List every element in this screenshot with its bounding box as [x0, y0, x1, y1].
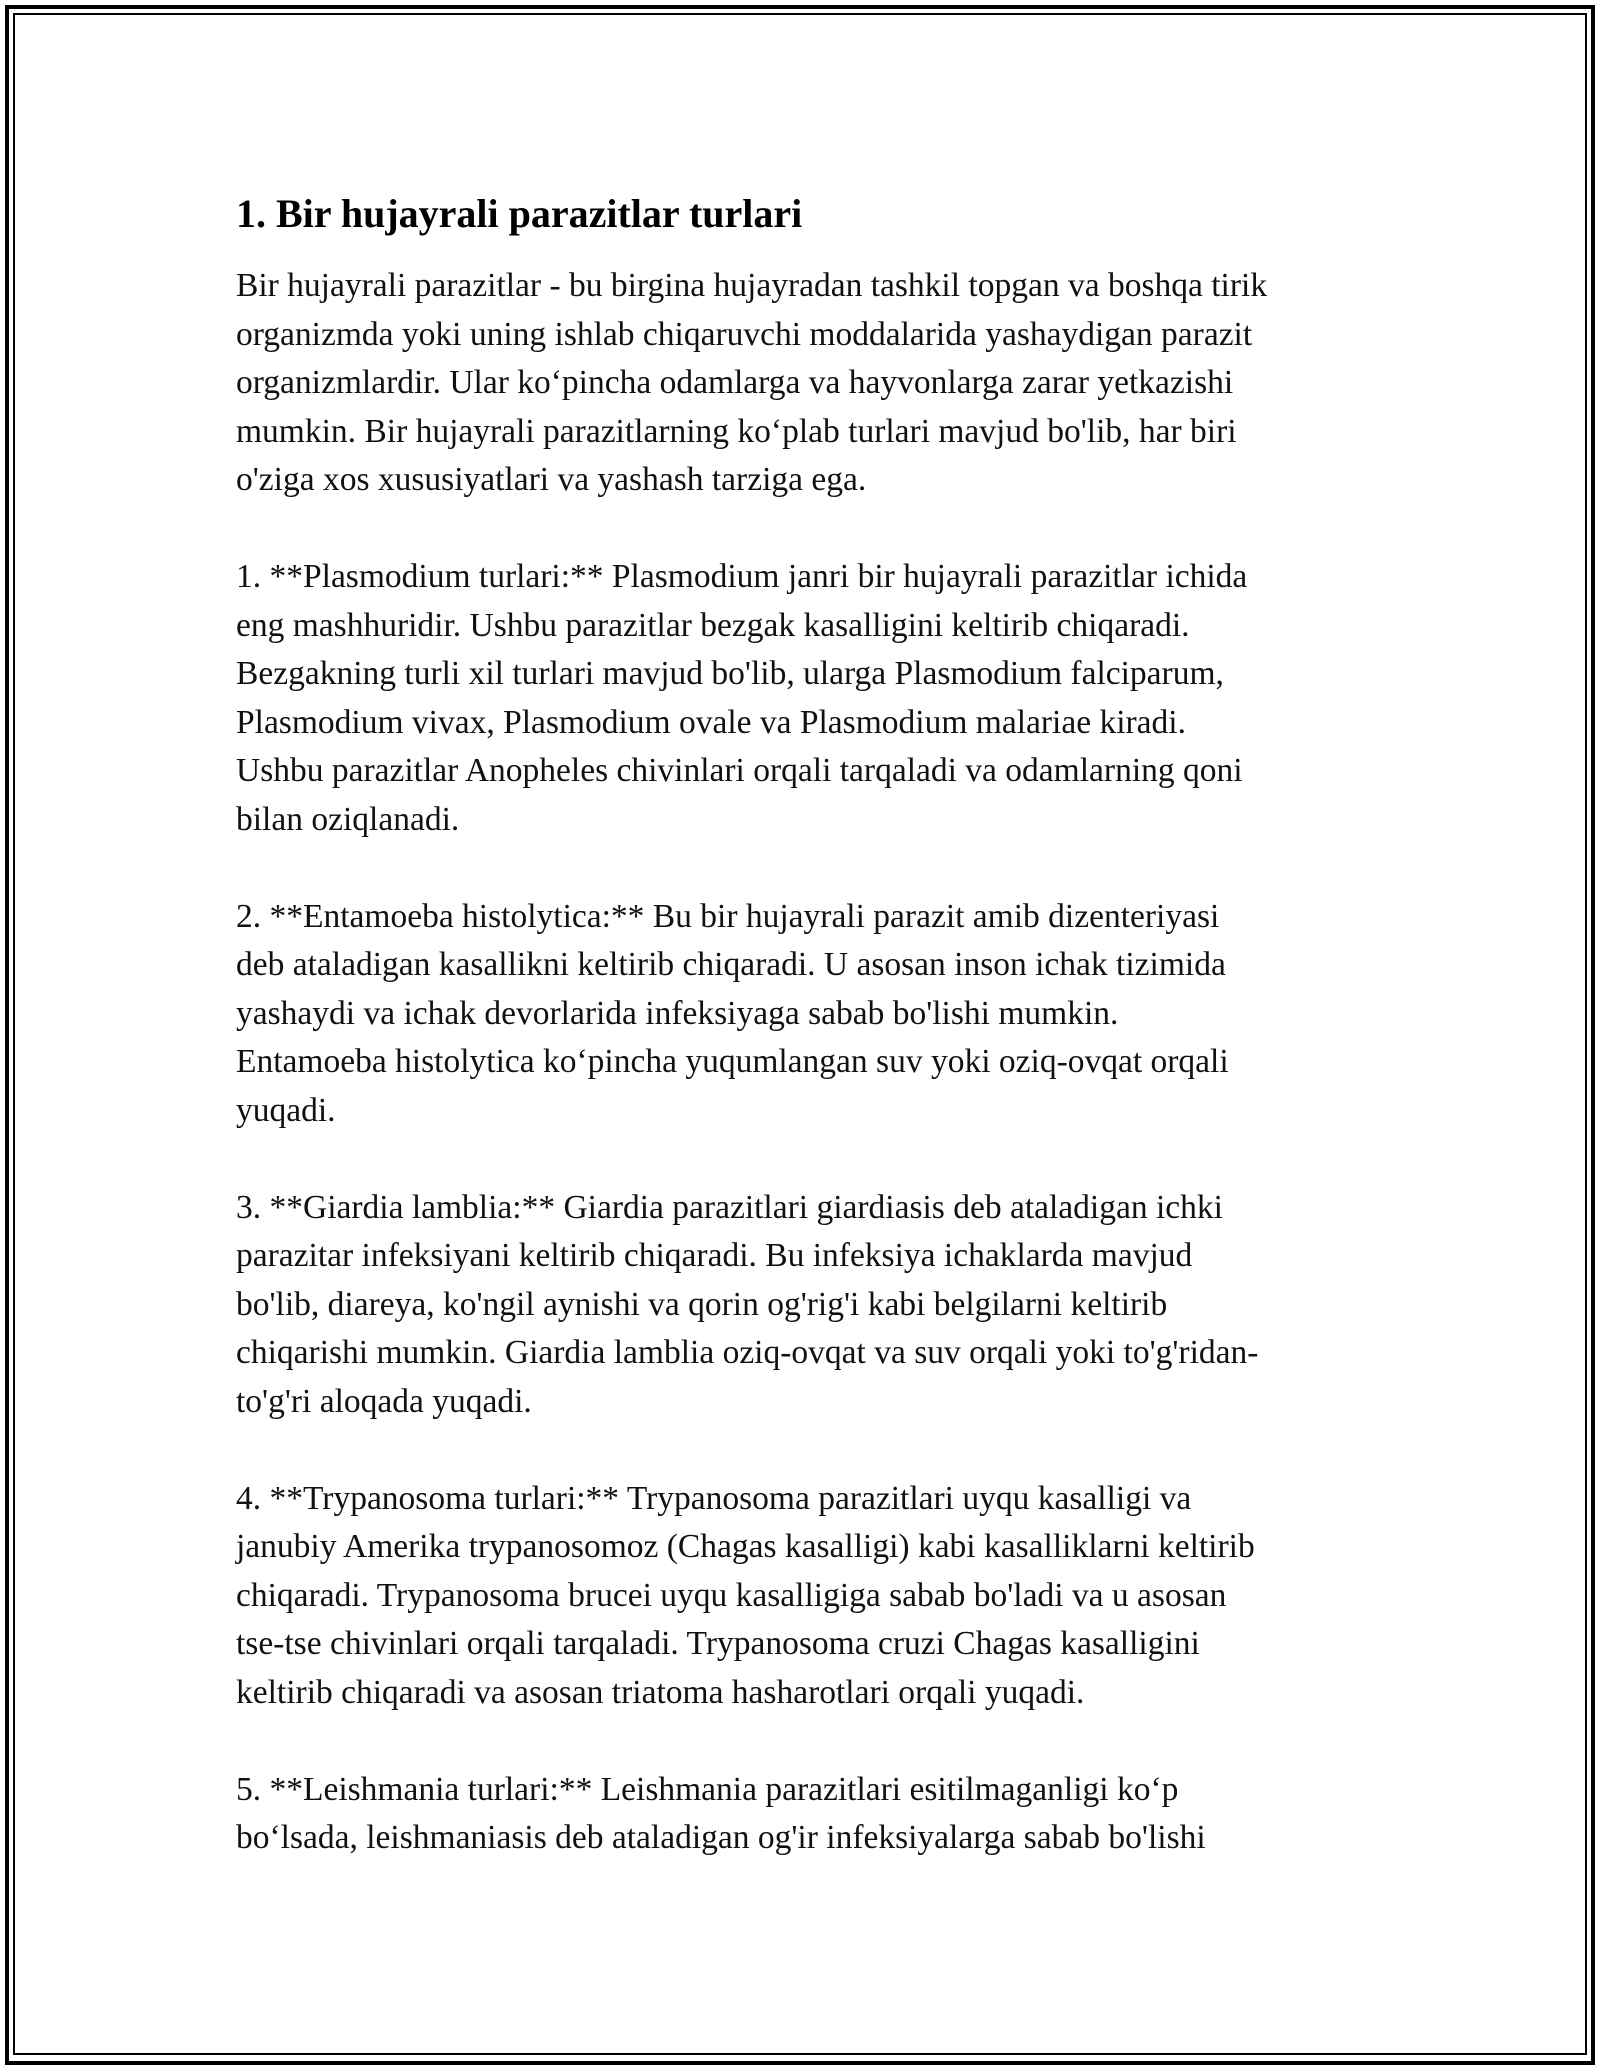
- intro-paragraph: Bir hujayrali parazitlar - bu birgina hujayradan tashkil topgan va boshqa tirik organizmda yoki uning ishlab chiqaruvchi moddalarida yashaydigan parazit organizmlardir. Ular ko‘pincha odamlarga va hayvonlarga zarar yetkazishi mumkin. Bir hujayrali parazitlarning ko‘plab turlari mavjud bo'lib, har biri o'ziga xos xususiyatlari va yashash tarziga ega.: [236, 267, 1268, 498]
- document-body: [236, 186, 1376, 1863]
- list-item-entamoeba: 2. **Entamoeba histolytica:** Bu bir hujayrali parazit amib dizenteriyasi deb ataladigan kasallikni keltirib chiqaradi. U asosan inson ichak tizimida yashaydi va ichak devorlarida infeksiyaga sabab bo'lishi mumkin. Entamoeba histolytica ko‘pincha yuqumlangan suv yoki oziq-ovqat orqali yuqadi.: [236, 897, 1229, 1129]
- list-item-leishmania: 5. **Leishmania turlari:** Leishmania parazitlari esitilmaganligi ko‘p bo‘lsada, leishmaniasis deb ataladigan og'ir infeksiyalarga sabab bo'lishi: [236, 1770, 1206, 1856]
- list-item-giardia: 3. **Giardia lamblia:** Giardia parazitlari giardiasis deb ataladigan ichki parazitar infeksiyani keltirib chiqaradi. Bu infeksiya ichaklarda mavjud bo'lib, diareya, ko'ngil aynishi va qorin og'rig'i kabi belgilarni keltirib chiqarishi mumkin. Giardia lamblia oziq-ovqat va suv orqali yoki to'g'ridan- to'g'ri aloqada yuqadi.: [236, 1188, 1259, 1420]
- document-title: 1. Bir hujayrali parazitlar turlari: [236, 191, 803, 236]
- list-item-plasmodium: 1. **Plasmodium turlari:** Plasmodium janri bir hujayrali parazitlar ichida eng mashhuridir. Ushbu parazitlar bezgak kasalligini keltirib chiqaradi. Bezgakning turli xil turlari mavjud bo'lib, ularga Plasmodium falciparum, Plasmodium vivax, Plasmodium ovale va Plasmodium malariae kiradi. Ushbu parazitlar Anopheles chivinlari orqali tarqaladi va odamlarning qoni bilan oziqlanadi.: [236, 558, 1248, 838]
- list-item-trypanosoma: 4. **Trypanosoma turlari:** Trypanosoma parazitlari uyqu kasalligi va janubiy Amerika trypanosomoz (Chagas kasalligi) kabi kasalliklarni keltirib chiqaradi. Trypanosoma brucei uyqu kasalligiga sabab bo'ladi va u asosan tse-tse chivinlari orqali tarqaladi. Trypanosoma cruzi Chagas kasalligini keltirib chiqaradi va asosan triatoma hasharotlari orqali yuqadi.: [236, 1479, 1255, 1711]
